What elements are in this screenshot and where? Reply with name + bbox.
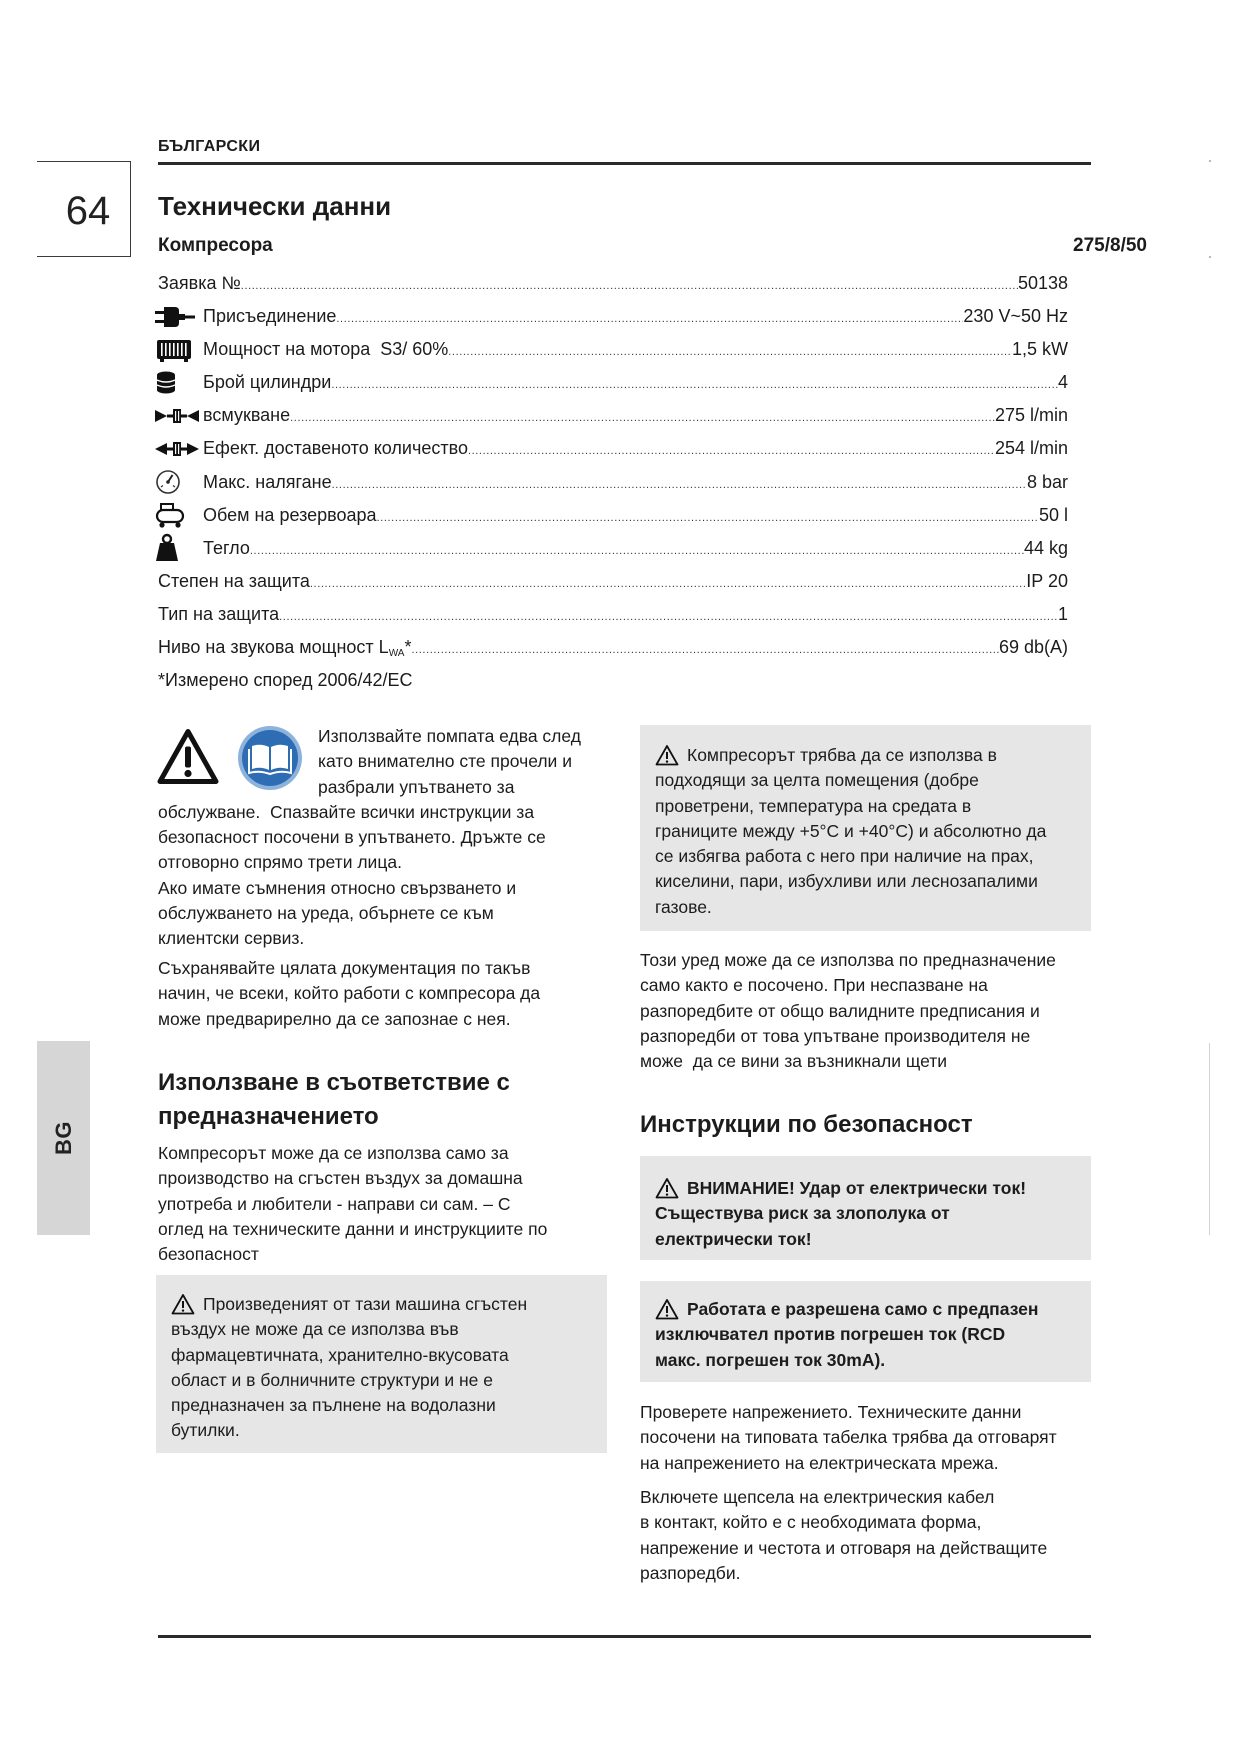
weight-icon xyxy=(155,532,199,565)
intended-use-paragraph xyxy=(158,1141,607,1267)
dot-leader xyxy=(332,469,1027,502)
heading-line: Използване в съответствие с xyxy=(158,1069,510,1096)
spec-row-weight xyxy=(158,532,1068,565)
text-line: разпоредби. xyxy=(640,1562,741,1583)
page-number: 64 xyxy=(65,189,111,233)
spec-value: 275 l/min xyxy=(994,405,1068,426)
spec-row-sound-power xyxy=(158,631,1068,664)
text-line: в контакт, който е с необходимата форма, xyxy=(640,1512,982,1533)
spec-label: Заявка № xyxy=(158,273,241,293)
dot-leader xyxy=(411,634,999,667)
top-rule xyxy=(158,162,1091,165)
text-line: газове. xyxy=(655,896,712,917)
text-line: разпоредби от това упътване производителя не xyxy=(640,1025,1031,1046)
text-line: бутилки. xyxy=(171,1420,240,1441)
text-line: се избягва работа с него при наличие на прах, xyxy=(655,846,1034,867)
pressure-gauge-icon xyxy=(155,466,199,499)
text-line: Съществува риск за злополука от xyxy=(655,1203,950,1224)
dot-leader xyxy=(310,568,1026,601)
text-line: Работата е разрешена само с предпазен xyxy=(687,1299,1039,1319)
intro-paragraph xyxy=(158,724,607,952)
text-line: Компресорът може да се използва само за xyxy=(158,1143,509,1163)
documentation-paragraph xyxy=(158,956,607,1032)
spec-label: Обем на резервоара xyxy=(203,504,377,525)
text-line: като внимателно сте прочели и xyxy=(318,751,572,772)
text-line: посочени на типовата табелка трябва да отговарят xyxy=(640,1427,1057,1448)
delivery-icon xyxy=(155,432,199,465)
scan-mark xyxy=(1209,256,1211,258)
text-line: само както е посочено. При неспазване на xyxy=(640,975,988,996)
text-line: безопасност xyxy=(158,1244,259,1265)
dot-leader xyxy=(250,535,1024,568)
text-line: клиентски сервиз. xyxy=(158,928,305,949)
spec-row-order-number xyxy=(158,267,1068,300)
heading-line: предназначението xyxy=(158,1103,379,1130)
spec-footnote: *Измерено според 2006/42/EC xyxy=(158,670,413,690)
text-line: обслужване. Спазвайте всички инструкции за xyxy=(158,801,535,822)
spec-value: 8 bar xyxy=(1026,471,1068,492)
spec-label-text: Мощност на мотора S3/ 60% xyxy=(203,339,449,360)
text-line: Този уред може да се използва по предназначение xyxy=(640,950,1056,970)
spec-value: 4 xyxy=(1057,372,1068,393)
text-line: начин, че всеки, който работи с компресора да xyxy=(158,983,541,1004)
sound-symbol: L xyxy=(378,637,389,658)
spec-row-delivery xyxy=(158,432,1068,465)
dot-leader xyxy=(468,435,995,468)
intake-icon xyxy=(155,399,199,432)
room-conditions-warning-box xyxy=(640,725,1091,931)
intended-use-liability-paragraph xyxy=(640,948,1091,1074)
spec-label: Ефект. доставеното количество xyxy=(203,438,468,459)
safety-heading xyxy=(640,1108,973,1142)
spec-row-protection-type xyxy=(158,598,1068,631)
spec-row-protection-degree xyxy=(158,565,1068,598)
text-line: разбрали упътването за xyxy=(318,776,515,797)
cylinder-icon xyxy=(155,366,199,399)
spec-row-motor-power xyxy=(158,333,1068,366)
tank-icon xyxy=(155,499,199,532)
text-line: може предварирелно да се запознае с нея. xyxy=(158,1008,511,1029)
text-line: проветрени, температура на средата в xyxy=(655,795,972,816)
text-line: област и в болничните структури и не е xyxy=(171,1369,493,1390)
spec-value: 1,5 kW xyxy=(1011,339,1068,360)
text-line: фармацевтичната, хранително-вкусовата xyxy=(171,1344,509,1365)
electric-shock-warning-box xyxy=(640,1156,1091,1260)
text-line: Компресорът трябва да се използва в xyxy=(687,745,997,765)
spec-row-max-pressure xyxy=(158,466,1068,499)
text-line: обслужването на уреда, обърнете се към xyxy=(158,903,494,924)
text-line: Произведеният от тази машина сгъстен xyxy=(203,1294,528,1314)
warning-text xyxy=(655,1297,1038,1373)
text-line: ВНИМАНИЕ! Удар от електрически ток! xyxy=(687,1178,1027,1198)
spec-label: Брой цилиндри xyxy=(203,372,332,393)
voltage-check-paragraph xyxy=(640,1400,1091,1476)
text-line: употреба и любители - направи си сам. – С xyxy=(158,1193,511,1214)
page-number-box-top xyxy=(37,161,130,162)
motor-icon xyxy=(155,333,199,366)
text-line: напрежение и честота и отговаря на действащите xyxy=(640,1537,1048,1558)
spec-label-text: Ниво на звукова мощност xyxy=(158,637,374,658)
dot-leader xyxy=(279,601,1058,634)
spec-value: 69 db(A) xyxy=(998,637,1068,658)
side-tab-label: BG xyxy=(50,1121,76,1155)
text-line: безопасност посочени в упътването. Дръжте се xyxy=(158,827,546,848)
spec-row-connection xyxy=(158,300,1068,333)
spec-value: 44 kg xyxy=(1023,537,1068,558)
plug-paragraph xyxy=(640,1485,1091,1586)
spec-label: Макс. налягане xyxy=(203,471,332,492)
text-line: може да се вини за възникнали щети xyxy=(640,1051,948,1072)
scan-mark xyxy=(1209,1043,1210,1235)
warning-text xyxy=(171,1292,527,1444)
text-line: отговорно спрямо трети лица. xyxy=(158,852,402,873)
spec-label: Тип на защита xyxy=(158,603,280,624)
section-title: Технически данни xyxy=(158,191,392,221)
spec-value: 50138 xyxy=(1017,273,1068,293)
warning-text xyxy=(655,1176,1026,1252)
text-line: предназначен за пълнене на водолазни xyxy=(171,1395,496,1416)
dot-leader xyxy=(448,336,1012,369)
dot-leader xyxy=(331,369,1058,402)
text-line: на напрежението на електрическата мрежа. xyxy=(640,1452,999,1473)
heading-line: Инструкции по безопасност xyxy=(640,1111,973,1138)
text-line: макс. погрешен ток 30mA). xyxy=(655,1349,886,1370)
spec-label xyxy=(158,333,448,366)
spec-subtitle: Компресора xyxy=(158,235,273,256)
warning-text xyxy=(655,743,1046,920)
text-line: Използвайте помпата едва след xyxy=(318,726,581,746)
rcd-warning-box xyxy=(640,1281,1091,1382)
text-line: производство на сгъстен въздух за домашна xyxy=(158,1168,523,1189)
dot-leader xyxy=(290,402,995,435)
text-line: електрически ток! xyxy=(655,1228,812,1249)
spec-row-cylinders xyxy=(158,366,1068,399)
intended-use-heading xyxy=(158,1066,510,1134)
bottom-rule xyxy=(158,1635,1091,1638)
page-number-box-bottom xyxy=(37,256,130,257)
text-line: Ако имате съмнения относно свързването и xyxy=(158,877,517,898)
spec-table xyxy=(158,267,1068,664)
text-line: Включете щепсела на електрическия кабел xyxy=(640,1487,995,1507)
spec-value: IP 20 xyxy=(1026,570,1068,591)
text-line: границите между +5°C и +40°C) и абсолютно да xyxy=(655,820,1047,841)
language-header: БЪЛГАРСКИ xyxy=(158,138,261,155)
sound-symbol-suffix: * xyxy=(404,637,412,658)
spec-row-tank-volume xyxy=(158,499,1068,532)
text-line: въздух не може да се използва във xyxy=(171,1319,459,1340)
text-line: Проверете напрежението. Техническите данни xyxy=(640,1402,1022,1422)
scan-mark xyxy=(1209,160,1211,162)
spec-value: 50 l xyxy=(1038,504,1068,525)
text-line: оглед на техническите данни и инструкциите по xyxy=(158,1218,548,1239)
text-line: подходящи за целта помещения (добре xyxy=(655,770,979,791)
spec-value: 230 V~50 Hz xyxy=(963,306,1068,327)
compressed-air-warning-box xyxy=(156,1275,607,1453)
plug-icon xyxy=(155,300,199,333)
spec-row-intake xyxy=(158,399,1068,432)
text-line: разпоредбите от общо валидните предписания и xyxy=(640,1000,1040,1021)
spec-value: 1 xyxy=(1057,603,1068,624)
language-side-tab xyxy=(37,1041,90,1235)
spec-label: Степен на защита xyxy=(158,570,310,591)
model-number: 275/8/50 xyxy=(1073,235,1147,256)
dot-leader xyxy=(377,502,1039,535)
sound-symbol-subscript: WA xyxy=(388,648,405,660)
dot-leader xyxy=(336,303,963,336)
spec-label: всмукване xyxy=(203,405,291,426)
spec-label: Присъединение xyxy=(203,306,337,327)
text-line: изключвател против погрешен ток (RCD xyxy=(655,1324,1006,1345)
text-line: киселини, пари, избухливи или леснозапалими xyxy=(655,871,1038,892)
text-line: Съхранявайте цялата документация по такъв xyxy=(158,958,531,978)
spec-label: Тегло xyxy=(203,537,250,558)
spec-value: 254 l/min xyxy=(994,438,1068,459)
dot-leader xyxy=(241,270,1018,303)
